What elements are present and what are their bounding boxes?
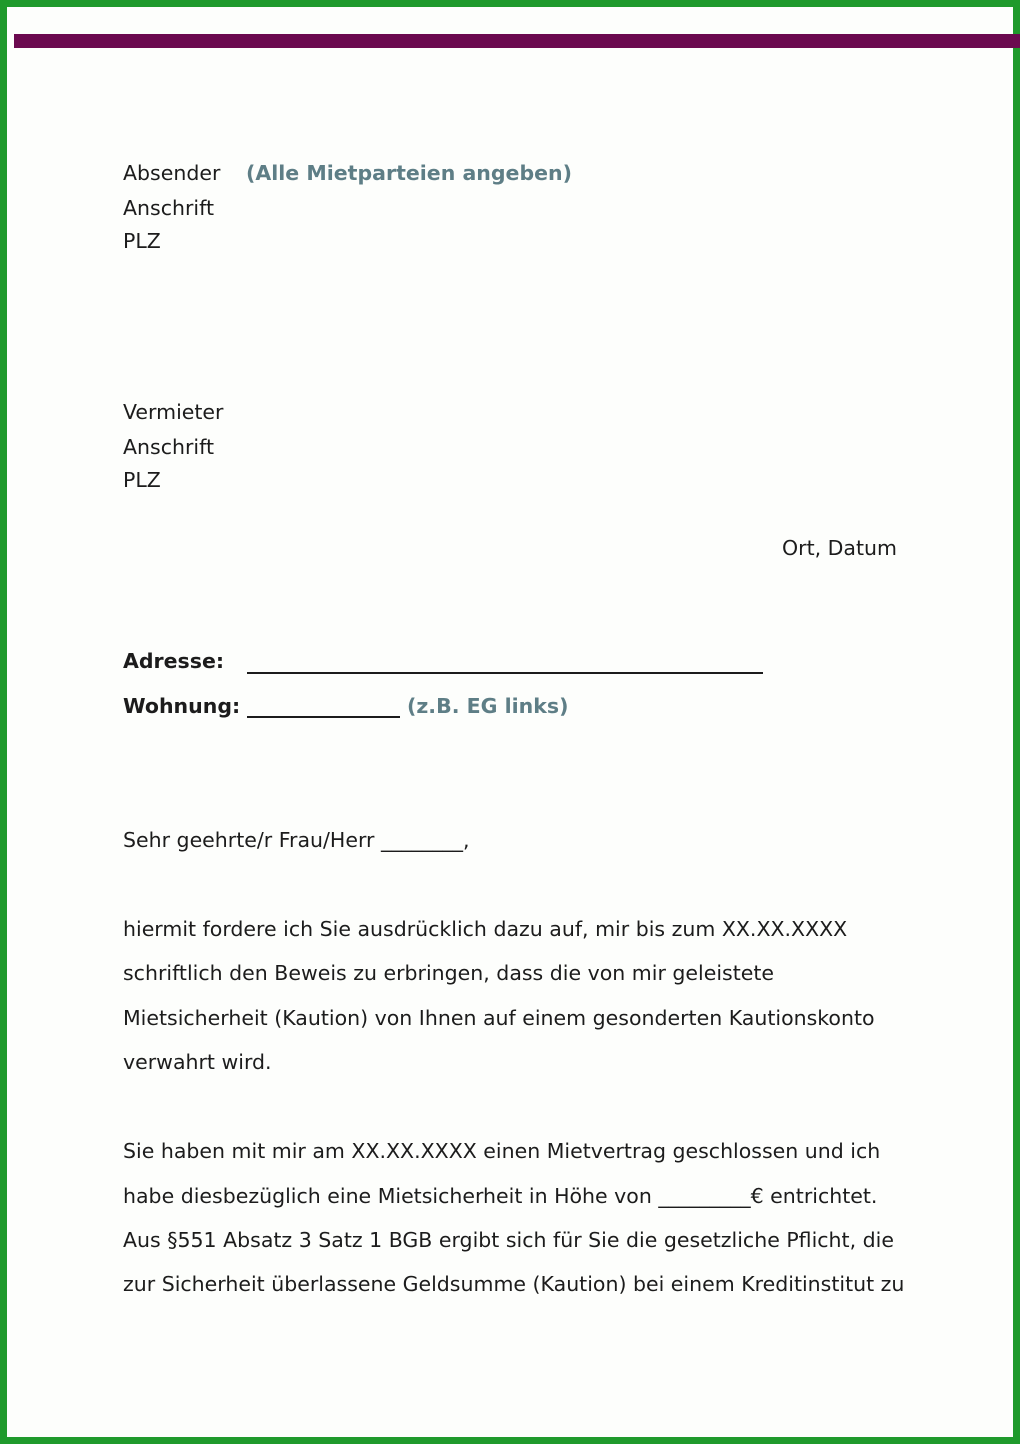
paragraph2-line: Aus §551 Absatz 3 Satz 1 BGB ergibt sich für Sie die gesetzliche Pflicht, die	[123, 1228, 894, 1252]
sender-label: Absender	[123, 161, 221, 185]
paragraph2-line: zur Sicherheit überlassene Geldsumme (Kaution) bei einem Kreditinstitut zu	[123, 1272, 905, 1296]
paragraph2-line: Sie haben mit mir am XX.XX.XXXX einen Mietvertrag geschlossen und ich	[123, 1139, 881, 1163]
paragraph1-line: schriftlich den Beweis zu erbringen, dass die von mir geleistete	[123, 961, 774, 985]
sender-address: Anschrift	[123, 196, 214, 220]
paragraph1-line: hiermit fordere ich Sie ausdrücklich dazu auf, mir bis zum XX.XX.XXXX	[123, 917, 848, 941]
recipient-label: Vermieter	[123, 400, 224, 424]
unit-label: Wohnung:	[123, 694, 241, 718]
paragraph2-line: habe diesbezüglich eine Mietsicherheit in Höhe von _________€ entrichtet.	[123, 1184, 878, 1208]
sender-zip: PLZ	[123, 229, 161, 253]
paragraph1-line: Mietsicherheit (Kaution) von Ihnen auf einem gesonderten Kautionskonto	[123, 1006, 875, 1030]
recipient-zip: PLZ	[123, 468, 161, 492]
address-label: Adresse:	[123, 649, 225, 673]
unit-hint: (z.B. EG links)	[407, 694, 569, 718]
address-fill-line	[247, 672, 763, 674]
salutation: Sehr geehrte/r Frau/Herr ________,	[123, 828, 470, 852]
unit-fill-line	[247, 716, 400, 718]
sender-hint: (Alle Mietparteien angeben)	[246, 161, 572, 185]
paragraph1-line: verwahrt wird.	[123, 1050, 272, 1074]
place-date: Ort, Datum	[782, 536, 897, 560]
recipient-address: Anschrift	[123, 435, 214, 459]
header-accent-bar	[14, 34, 1020, 48]
